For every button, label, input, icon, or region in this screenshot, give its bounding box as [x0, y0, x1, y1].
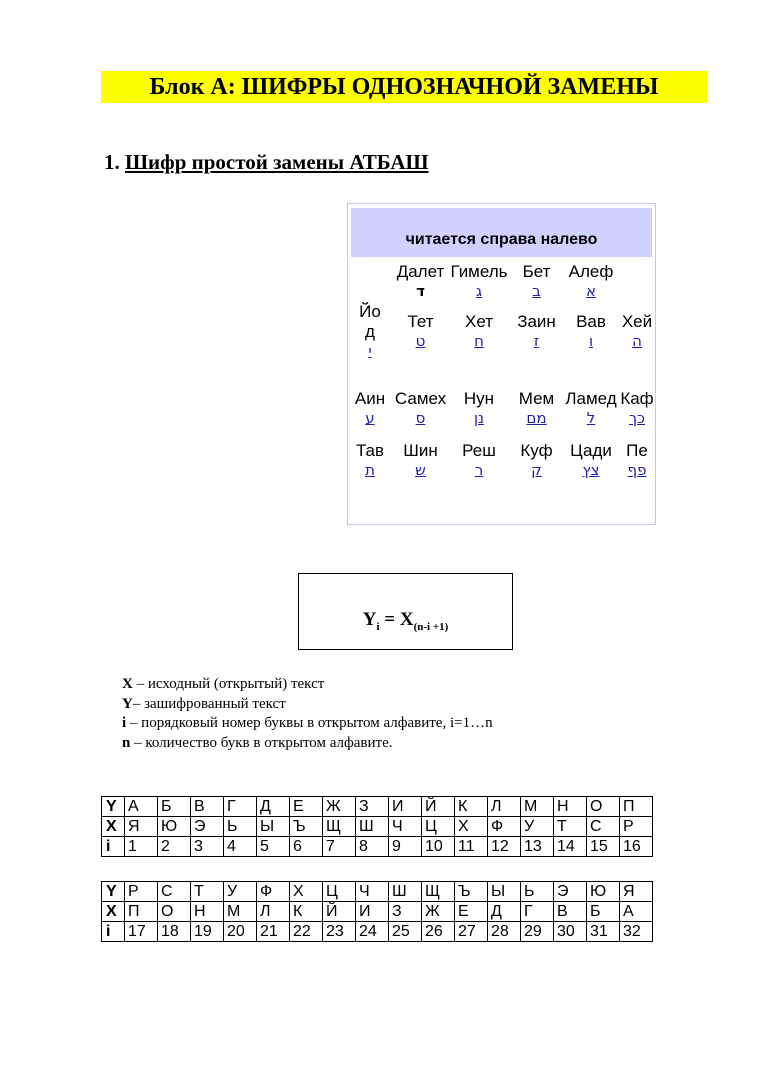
letter-name: Хет — [464, 312, 493, 331]
letter-glyph-link[interactable]: נן — [473, 409, 485, 427]
table-cell: Ф — [488, 817, 521, 837]
letter-glyph-link[interactable]: ע — [365, 409, 375, 427]
hebrew-letter-cell — [348, 389, 392, 427]
table-cell: 8 — [356, 837, 389, 857]
legend-item: X – исходный (открытый) текст — [122, 676, 325, 692]
table-cell: Ж — [422, 902, 455, 922]
legend-item: Y– зашифрованный текст — [122, 695, 286, 712]
letter-glyph-link[interactable]: י — [368, 342, 372, 360]
formula-eq: = — [379, 609, 400, 630]
table-cell: О — [158, 902, 191, 922]
substitution-table-1 — [101, 796, 653, 857]
table-cell: А — [125, 797, 158, 817]
letter-glyph-link[interactable]: ה — [632, 332, 642, 350]
table-cell: Л — [257, 902, 290, 922]
table-cell: А — [620, 902, 653, 922]
row-label: i — [102, 837, 125, 857]
table-cell: Ц — [323, 882, 356, 902]
table-cell: 13 — [521, 837, 554, 857]
table-row — [102, 922, 653, 942]
letter-name: Шин — [403, 441, 438, 460]
table-cell: Э — [554, 882, 587, 902]
letter-name: Ламед — [565, 389, 617, 408]
letter-name: Гимель — [450, 262, 508, 281]
letter-glyph-link[interactable]: כך — [629, 409, 645, 427]
hebrew-letter-cell — [348, 302, 392, 360]
letter-glyph-link[interactable]: ט — [415, 332, 426, 350]
table-cell: Й — [323, 902, 356, 922]
table-cell: Е — [455, 902, 488, 922]
table-cell: И — [356, 902, 389, 922]
hebrew-letter-cell — [618, 441, 656, 479]
letter-name: Нун — [463, 389, 495, 408]
hebrew-letter-cell — [348, 441, 392, 479]
section-number: 1. — [104, 150, 120, 174]
letter-name: Пе — [626, 441, 648, 460]
alphabet-header: читается справа налево — [351, 208, 652, 257]
hebrew-letter-cell — [564, 389, 618, 427]
letter-name: Заин — [517, 312, 556, 331]
table-cell: 32 — [620, 922, 653, 942]
hebrew-letter-cell — [509, 389, 564, 427]
table-cell: Ь — [224, 817, 257, 837]
table-cell: М — [224, 902, 257, 922]
table-cell: Н — [191, 902, 224, 922]
letter-name: Каф — [620, 389, 654, 408]
table-cell: 24 — [356, 922, 389, 942]
table-cell: Я — [125, 817, 158, 837]
letter-name: Хей — [621, 312, 653, 331]
table-cell: 31 — [587, 922, 620, 942]
letter-glyph-link[interactable]: ל — [586, 409, 596, 427]
table-cell: П — [620, 797, 653, 817]
hebrew-letter-cell — [392, 389, 449, 427]
section-heading: Шифр простой замены АТБАШ — [125, 150, 429, 174]
table-row — [102, 837, 653, 857]
table-cell: Т — [191, 882, 224, 902]
legend — [122, 675, 493, 753]
table-cell: К — [455, 797, 488, 817]
table-cell: Ъ — [455, 882, 488, 902]
table-cell: З — [389, 902, 422, 922]
table-cell: 16 — [620, 837, 653, 857]
letter-name: Тав — [355, 441, 385, 460]
table-cell: 4 — [224, 837, 257, 857]
hebrew-letter-cell — [392, 441, 449, 479]
hebrew-letter-cell — [564, 441, 618, 479]
letter-name: Вав — [576, 312, 606, 331]
letter-glyph-link[interactable]: ק — [531, 461, 542, 479]
hebrew-letter-cell — [449, 262, 509, 300]
table-cell: 22 — [290, 922, 323, 942]
table-cell: Ш — [356, 817, 389, 837]
letter-name: Бет — [522, 262, 551, 281]
letter-name: Аин — [354, 389, 386, 408]
table-cell: 1 — [125, 837, 158, 857]
table-cell: Щ — [422, 882, 455, 902]
table-cell: 21 — [257, 922, 290, 942]
letter-name: Мем — [518, 389, 555, 408]
hebrew-letter-cell — [618, 389, 656, 427]
letter-glyph-link[interactable]: ח — [474, 332, 484, 350]
row-label: Y — [102, 882, 125, 902]
table-cell: М — [521, 797, 554, 817]
table-row — [102, 817, 653, 837]
hebrew-letter-cell — [618, 312, 656, 350]
table-cell: Г — [224, 797, 257, 817]
table-cell: Э — [191, 817, 224, 837]
table-cell: У — [224, 882, 257, 902]
table-cell: Ф — [257, 882, 290, 902]
row-label: Y — [102, 797, 125, 817]
table-cell: Щ — [323, 817, 356, 837]
table-cell: К — [290, 902, 323, 922]
table-cell: Р — [125, 882, 158, 902]
letter-glyph-link: ד — [416, 282, 425, 300]
letter-name: Далет — [396, 262, 445, 281]
table-cell: Д — [488, 902, 521, 922]
table-cell: 27 — [455, 922, 488, 942]
hebrew-letter-cell — [449, 312, 509, 350]
table-cell: Ш — [389, 882, 422, 902]
table-cell: У — [521, 817, 554, 837]
row-label: X — [102, 902, 125, 922]
table-cell: 25 — [389, 922, 422, 942]
table-cell: Е — [290, 797, 323, 817]
table-cell: Ц — [422, 817, 455, 837]
hebrew-letter-cell — [509, 441, 564, 479]
letter-glyph-link[interactable]: פף — [627, 461, 647, 479]
letter-name: Йо д — [359, 302, 381, 341]
letter-name: Куф — [520, 441, 553, 460]
letter-glyph-link[interactable]: ו — [588, 332, 594, 350]
table-row — [102, 882, 653, 902]
table-cell: П — [125, 902, 158, 922]
table-cell: Д — [257, 797, 290, 817]
table-cell: С — [158, 882, 191, 902]
table-cell: Ж — [323, 797, 356, 817]
letter-glyph-link[interactable]: א — [585, 282, 597, 300]
row-label: i — [102, 922, 125, 942]
table-cell: Ы — [488, 882, 521, 902]
table-cell: В — [191, 797, 224, 817]
table-cell: Ь — [521, 882, 554, 902]
table-cell: Л — [488, 797, 521, 817]
hebrew-letter-cell — [449, 441, 509, 479]
letter-glyph-link[interactable]: ת — [365, 461, 375, 479]
table-cell: 17 — [125, 922, 158, 942]
letter-glyph-link[interactable]: ג — [475, 282, 483, 300]
table-cell: Н — [554, 797, 587, 817]
table-cell: 19 — [191, 922, 224, 942]
table-cell: Ъ — [290, 817, 323, 837]
hebrew-letter-cell — [392, 262, 449, 300]
table-cell: Б — [587, 902, 620, 922]
formula-rhs: X — [399, 609, 414, 630]
formula-lhs: Y — [362, 609, 377, 630]
hebrew-letter-cell — [509, 262, 564, 300]
letter-glyph-link[interactable]: ש — [415, 461, 426, 479]
row-label: X — [102, 817, 125, 837]
table-cell: 9 — [389, 837, 422, 857]
table-cell: 7 — [323, 837, 356, 857]
table-cell: И — [389, 797, 422, 817]
table-cell: Й — [422, 797, 455, 817]
hebrew-alphabet-box — [347, 203, 656, 525]
block-title: Блок А: ШИФРЫ ОДНОЗНАЧНОЙ ЗАМЕНЫ — [101, 71, 707, 103]
table-cell: 6 — [290, 837, 323, 857]
letter-glyph-link[interactable]: ס — [415, 409, 426, 427]
letter-glyph-link[interactable]: מם — [526, 409, 547, 427]
table-cell: С — [587, 817, 620, 837]
table-cell: Г — [521, 902, 554, 922]
table-cell: 11 — [455, 837, 488, 857]
hebrew-letter-cell — [564, 312, 618, 350]
table-cell: 10 — [422, 837, 455, 857]
table-cell: 30 — [554, 922, 587, 942]
hebrew-letter-cell — [449, 389, 509, 427]
table-cell: Ю — [587, 882, 620, 902]
letter-glyph-link[interactable]: ז — [533, 332, 540, 350]
substitution-table-2 — [101, 881, 653, 942]
table-cell: 29 — [521, 922, 554, 942]
table-row — [102, 902, 653, 922]
table-cell: Х — [455, 817, 488, 837]
table-cell: 5 — [257, 837, 290, 857]
table-cell: Я — [620, 882, 653, 902]
table-cell: 14 — [554, 837, 587, 857]
table-cell: Ч — [389, 817, 422, 837]
table-cell: Ю — [158, 817, 191, 837]
letter-glyph-link[interactable]: ר — [474, 461, 484, 479]
table-cell: 20 — [224, 922, 257, 942]
letter-name: Тет — [407, 312, 434, 331]
table-cell: Т — [554, 817, 587, 837]
table-cell: Х — [290, 882, 323, 902]
letter-glyph-link[interactable]: צץ — [582, 461, 600, 479]
table-cell: Р — [620, 817, 653, 837]
table-cell: 12 — [488, 837, 521, 857]
legend-item: n – количество букв в открытом алфавите. — [122, 734, 393, 751]
table-row — [102, 797, 653, 817]
table-cell: 2 — [158, 837, 191, 857]
formula-box — [298, 573, 513, 650]
letter-name: Алеф — [568, 262, 614, 281]
table-cell: В — [554, 902, 587, 922]
table-cell: 15 — [587, 837, 620, 857]
table-cell: 3 — [191, 837, 224, 857]
table-cell: О — [587, 797, 620, 817]
table-cell: З — [356, 797, 389, 817]
letter-name: Самех — [394, 389, 447, 408]
hebrew-letter-cell — [392, 312, 449, 350]
section-title — [104, 150, 429, 175]
hebrew-letter-cell — [564, 262, 618, 300]
letter-name: Реш — [462, 441, 496, 460]
table-cell: 26 — [422, 922, 455, 942]
table-cell: 18 — [158, 922, 191, 942]
table-cell: 28 — [488, 922, 521, 942]
legend-item: i – порядковый номер буквы в открытом алфавите, i=1…n — [122, 715, 493, 731]
table-cell: 23 — [323, 922, 356, 942]
letter-glyph-link[interactable]: ב — [532, 282, 541, 300]
table-cell: Ч — [356, 882, 389, 902]
table-cell: Ы — [257, 817, 290, 837]
formula-lhs-sub: i — [376, 620, 380, 633]
hebrew-letter-cell — [509, 312, 564, 350]
letter-name: Цади — [570, 441, 612, 460]
table-cell: Б — [158, 797, 191, 817]
formula-rhs-sub: (n-i +1) — [413, 620, 449, 633]
